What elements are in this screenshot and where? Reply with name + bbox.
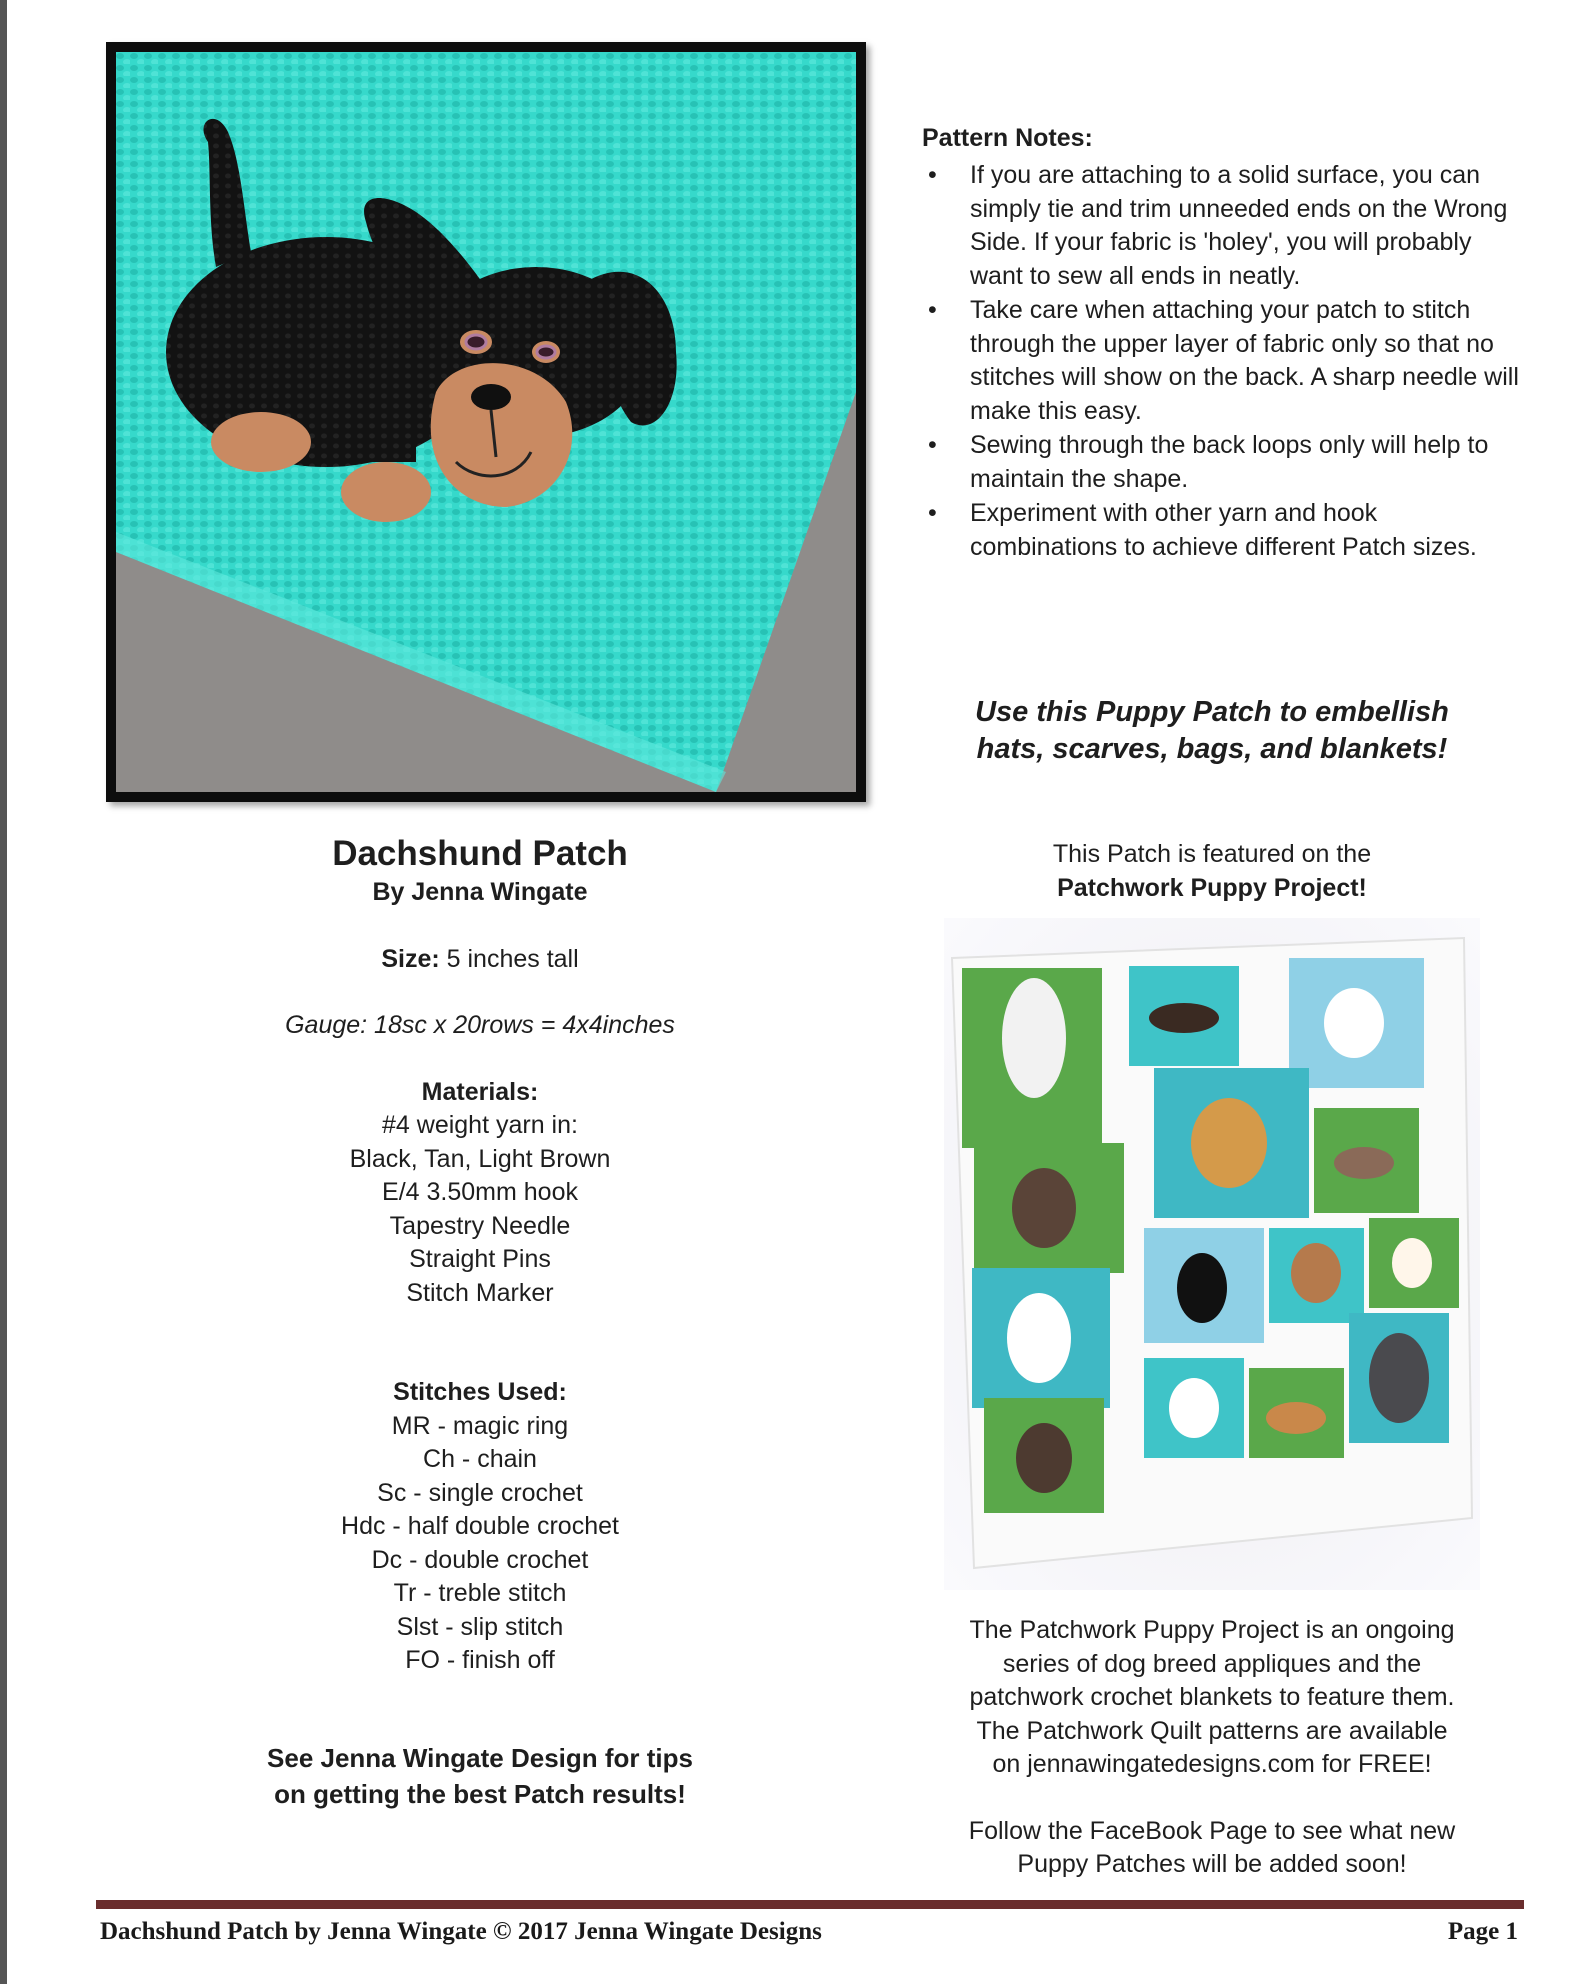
dachshund-patch-photo [106,42,866,802]
stitches-heading: Stitches Used: [393,1378,567,1406]
pattern-notes-heading: Pattern Notes: [922,124,1093,152]
list-item: • Sewing through the back loops only will help to maintain the shape. [928,431,1489,493]
pattern-notes [922,124,1522,565]
materials-heading: Materials: [421,1077,539,1106]
list-item: FO - finish off [405,1646,555,1674]
bullet-icon: • [928,431,937,459]
bullet-icon: • [928,499,937,527]
list-item: • Take care when attaching your patch to stitch through the upper layer of fabric only so that no stitches will show on the back. A sharp needle will make this easy. [928,296,1519,425]
pattern-gauge: Gauge: 18sc x 20rows = 4x4inches [285,1011,675,1039]
list-item: Ch - chain [423,1445,537,1473]
patchwork-blanket-illustration [944,918,1480,1590]
list-item: • If you are attaching to a solid surface, you can simply tie and trim unneeded ends on the Wrong Side. If your fabric is 'holey', you will probably want to sew all ends in neatly. [928,161,1508,290]
page-edge [0,0,7,1984]
list-item: Tr - treble stitch [393,1579,567,1607]
list-item: Slst - slip stitch [396,1612,564,1641]
embellish-callout: Use this Puppy Patch to embellish hats, scarves, bags, and blankets! [975,696,1449,765]
patchwork-blanket-photo [944,918,1480,1590]
page-number: Page 1 [1447,1918,1518,1945]
featured-note: This Patch is featured on the Patchwork Puppy Project! [1052,840,1372,902]
tips-callout: See Jenna Wingate Design for tips on getting the best Patch results! [267,1743,693,1809]
list-item: Black, Tan, Light Brown [349,1144,611,1173]
dachshund-photo-illustration [116,52,856,792]
list-item: Dc - double crochet [371,1545,589,1574]
footer-copyright: Dachshund Patch by Jenna Wingate © 2017 Jenna Wingate Designs [100,1918,822,1945]
list-item: • Experiment with other yarn and hook combinations to achieve different Patch sizes. [928,499,1477,561]
list-item: MR - magic ring [391,1411,569,1440]
list-item: Straight Pins [409,1245,551,1273]
bullet-icon: • [928,296,937,324]
pattern-byline: By Jenna Wingate [372,878,588,906]
list-item: Stitch Marker [406,1278,554,1307]
pattern-details [220,832,740,1678]
list-item: Tapestry Needle [389,1211,571,1240]
bullet-icon: • [928,161,937,189]
pattern-title: Dachshund Patch [332,834,628,873]
project-description: The Patchwork Puppy Project is an ongoing series of dog breed appliques and the patchwork crochet blankets to feature them. The Patchwork Quilt patterns are available on jennawingatedesigns.com for FREE! Follow the FaceBook Page to see what new Puppy Patches will be added soon! [968,1616,1456,1878]
pattern-notes-list [922,159,1522,564]
list-item: Hdc - half double crochet [341,1512,619,1540]
footer-divider [96,1900,1524,1909]
list-item: Sc - single crochet [377,1478,583,1507]
list-item: E/4 3.50mm hook [382,1178,578,1206]
pattern-size: Size: 5 inches tall [381,944,579,973]
list-item: #4 weight yarn in: [382,1111,578,1139]
